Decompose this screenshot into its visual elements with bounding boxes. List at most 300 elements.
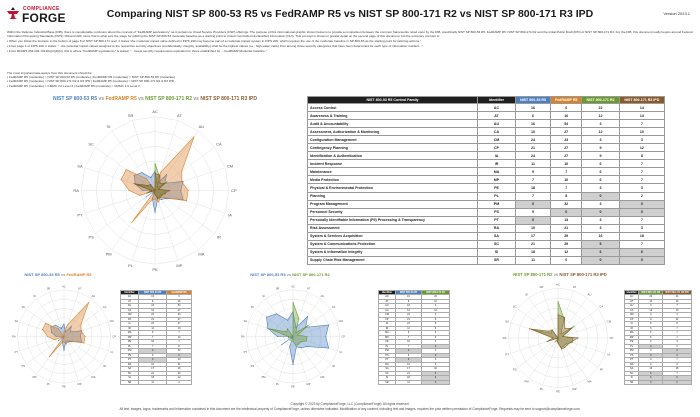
data-point-nist-sp-800-53-r5-si	[276, 313, 277, 314]
axis-label-ac: AC	[62, 285, 66, 289]
data-point-nist-sp-800-53-r5-cp	[325, 336, 326, 337]
count-cell: 0	[516, 200, 551, 208]
mini-cell: PE	[379, 340, 396, 345]
grid-spoke	[132, 191, 155, 261]
mini-cell: AU	[379, 304, 396, 309]
axis-label-sa: SA	[14, 319, 19, 323]
mini-col-header: NIST 800-53 R5	[139, 291, 167, 295]
intro-paragraph: Within the Defense Industrial Base (DIB), there is considerable confusion about the concept of "FedRAMP equivalency" as it pertains to Cloud Service Providers (CSP) offerings. The purpose of this informational graphic shown below is to provide a comparison between the common frameworks relied upon by the DIB, specifically NIST SP 800-53 R5, FedRAMP R5, NIST SP 800-171 R2 and the Initial Public Draft (IPD) of NIST SP 800-171 R3. For the DIB, this document really begins around Federal Information Processing Standards (FIPS) 199 and 200, since that is what sets the stage for utilizing the NIST SP 800-53 moderate baseline as a starting point to protect Controlled Unclassified Information (CUI). This concept is shown in greater detail on the second page of this document, but the summary concept is:	[7, 30, 693, 39]
family-name-cell: Incident Response	[308, 160, 478, 168]
axis-label-ra: RA	[241, 335, 245, 339]
data-point-fedramp-r5-pe	[64, 341, 65, 342]
count-cell: 17	[516, 232, 551, 240]
axis-label-sc: SC	[88, 141, 94, 147]
identifier-cell: AU	[478, 120, 516, 128]
takeaway-item: ▪ FedRAMP R5 (moderate) > NIST SP 800-53 R5 (moderate) | FedRAMP R5 (moderate) > NIST SP 800-53 R5 (moderate)	[7, 75, 176, 80]
axis-label-ia: IA	[607, 352, 611, 357]
count-cell: 11	[516, 256, 551, 264]
data-point-nist-sp-800-171-r3-ipd-sr	[155, 190, 156, 191]
family-name-cell: Access Control	[308, 104, 478, 112]
count-cell: 0	[619, 200, 664, 208]
mini-cell: 9	[422, 317, 450, 322]
data-point-nist-sp-800-171-r2-ca	[166, 181, 167, 182]
mini-cell: 6	[167, 295, 192, 300]
mini-table-3	[624, 290, 692, 385]
count-cell: 18	[516, 248, 551, 256]
mini-cell: 16	[167, 299, 192, 304]
axis-label-pm: PM	[32, 375, 37, 379]
data-point-fedramp-r5-ia	[84, 343, 85, 344]
axis-label-at: AT	[176, 112, 182, 118]
count-cell: 16	[582, 232, 619, 240]
mini-cell: 27	[167, 322, 192, 327]
mini-cell: 21	[139, 371, 167, 376]
mini-cell: 24	[395, 322, 421, 327]
count-cell: 9	[516, 168, 551, 176]
intro-text	[7, 30, 693, 53]
count-cell: 12	[551, 248, 582, 256]
family-name-cell: System & Communications Protection	[308, 240, 478, 248]
identifier-cell: IR	[478, 160, 516, 168]
mini-cell: 9	[639, 317, 663, 322]
mini-cell: PM	[379, 349, 396, 354]
table-row	[308, 240, 665, 248]
table-row	[308, 224, 665, 232]
count-cell: 7	[516, 176, 551, 184]
mini-cell: 3	[422, 358, 450, 363]
mini-cell: PL	[121, 344, 139, 349]
mini-cell: 3	[422, 304, 450, 309]
data-point-nist-sp-800-171-r2-pm	[290, 340, 291, 341]
table-row	[308, 184, 665, 192]
axis-label-pl: PL	[128, 262, 134, 268]
sub-chart-title-3	[495, 272, 625, 277]
mini-col-header: NIST 800-171 R3 IPD	[663, 291, 692, 295]
data-point-nist-sp-800-53-r5-pe	[293, 364, 294, 365]
count-cell: 0	[551, 208, 582, 216]
mini-table-2	[378, 290, 450, 385]
axis-label-sa: SA	[243, 319, 248, 323]
mini-cell: 13	[167, 358, 192, 363]
mini-cell: 7	[167, 340, 192, 345]
title-vs: vs	[192, 96, 201, 102]
table-row	[308, 216, 665, 224]
count-cell: 13	[619, 112, 664, 120]
data-point-nist-sp-800-53-r5-ma	[161, 199, 162, 200]
count-cell: 6	[582, 160, 619, 168]
family-name-cell: Risk Assessment	[308, 224, 478, 232]
axis-label-pl: PL	[275, 383, 280, 387]
count-cell: 12	[582, 128, 619, 136]
axis-label-at: AT	[77, 287, 82, 291]
data-point-nist-sp-800-53-r5-au	[307, 316, 308, 317]
title-series-fedramp: FedRAMP R5	[105, 96, 137, 102]
mini-cell: CA	[121, 308, 139, 313]
data-point-nist-sp-800-171-r3-ipd-mp	[561, 349, 562, 350]
mini-cell: MP	[379, 335, 396, 340]
data-point-nist-sp-800-171-r3-ipd-sc	[548, 331, 549, 332]
mini-cell: CA	[379, 308, 396, 313]
title-vs: vs	[136, 96, 146, 102]
mini-col-header: Identifier	[379, 291, 396, 295]
title-series-fedramp: FedRAMP R5	[66, 272, 92, 277]
mini-cell: 12	[167, 376, 192, 381]
version-label: Version 2023.1	[663, 11, 690, 16]
count-cell: 10	[551, 160, 582, 168]
axis-label-ps: PS	[250, 364, 255, 368]
data-point-nist-sp-800-171-r3-ipd-sa	[529, 328, 530, 329]
axis-label-ir: IR	[216, 234, 221, 240]
mini-cell: 3	[422, 340, 450, 345]
data-point-nist-sp-800-53-r5-cm	[183, 181, 184, 182]
mini-cell: PS	[625, 353, 639, 358]
axis-label-pe: PE	[152, 266, 158, 272]
count-cell: 27	[551, 128, 582, 136]
identifier-cell: CP	[478, 144, 516, 152]
mini-cell: 12	[422, 308, 450, 313]
family-name-cell: Media Protection	[308, 176, 478, 184]
mini-cell: PS	[121, 353, 139, 358]
mini-cell: 16	[395, 295, 421, 300]
axis-label-pe: PE	[291, 385, 295, 389]
mini-cell: SA	[379, 367, 396, 372]
identifier-cell: PL	[478, 192, 516, 200]
data-point-fedramp-r5-ra	[129, 190, 130, 191]
count-cell: 3	[582, 120, 619, 128]
data-point-nist-sp-800-171-r3-ipd-mp	[157, 198, 158, 199]
data-point-nist-sp-800-53-r5-mp	[296, 346, 297, 347]
axis-label-ac: AC	[291, 285, 295, 289]
axis-label-ca: CA	[331, 305, 336, 309]
axis-label-sa: SA	[505, 319, 510, 324]
count-cell: 8	[551, 192, 582, 200]
mini-cell: 24	[139, 313, 167, 318]
series-area-fedramp-r5	[43, 302, 89, 356]
mini-cell: 16	[395, 304, 421, 309]
mini-table-1	[120, 290, 192, 385]
grid-spoke	[266, 337, 293, 375]
mini-cell: MA	[625, 331, 639, 336]
axis-label-ca: CA	[102, 305, 107, 309]
mini-col-header: NIST 800-171 R2	[639, 291, 663, 295]
data-point-fedramp-r5-at	[67, 324, 68, 325]
sub-radar-chart-1	[8, 282, 120, 387]
axis-label-au: AU	[198, 124, 205, 130]
data-point-nist-sp-800-171-r2-ir	[300, 342, 301, 343]
data-point-nist-sp-800-171-r3-ipd-pe	[558, 342, 559, 343]
mini-cell: 3	[663, 362, 692, 367]
mini-cell: 3	[639, 349, 663, 354]
axis-label-ca: CA	[599, 304, 604, 309]
family-name-cell: System & Information Integrity	[308, 248, 478, 256]
axis-label-mp: MP	[77, 383, 82, 387]
data-point-nist-sp-800-171-r3-ipd-pl	[556, 341, 557, 342]
mini-cell: 6	[639, 376, 663, 381]
mini-cell: 7	[663, 304, 692, 309]
mini-cell: 8	[167, 344, 192, 349]
axis-label-sc: SC	[21, 305, 26, 309]
title-vs: vs	[552, 272, 560, 277]
count-cell: 3	[619, 136, 664, 144]
mini-cell: 21	[167, 362, 192, 367]
mini-cell: 22	[639, 295, 663, 300]
mini-cell: AT	[625, 299, 639, 304]
axis-label-ma: MA	[91, 375, 96, 379]
mini-cell: 3	[663, 340, 692, 345]
data-point-nist-sp-800-171-r3-ipd-pt	[146, 193, 147, 194]
mini-cell: 3	[639, 340, 663, 345]
mini-cell: AT	[121, 299, 139, 304]
data-point-fedramp-r5-ir	[70, 341, 71, 342]
identifier-cell: CA	[478, 128, 516, 136]
data-point-nist-sp-800-171-r2-pe	[293, 341, 294, 342]
mini-cell: 10	[167, 335, 192, 340]
grid-spoke	[518, 338, 558, 367]
count-cell: 3	[619, 224, 664, 232]
mini-cell: 0	[395, 349, 421, 354]
mini-cell: 3	[422, 349, 450, 354]
axis-label-cp: CP	[609, 335, 614, 340]
family-name-cell: Assessment, Authorization & Monitoring	[308, 128, 478, 136]
data-point-fedramp-r5-pt	[54, 339, 55, 340]
mini-cell: 7	[395, 344, 421, 349]
axis-label-cm: CM	[338, 319, 343, 323]
family-name-cell: Awareness & Training	[308, 112, 478, 120]
mini-cell: 17	[395, 367, 421, 372]
data-point-nist-sp-800-53-r5-sa	[267, 328, 268, 329]
mini-cell: 18	[139, 340, 167, 345]
mini-cell: SI	[625, 376, 639, 381]
footer-legal: All text, images, logos, trademarks and information contained in this document are the intellectual property of ComplianceForge, unless otherwise indicated. Modification of any content, including text and images, requires the prior written permission of ComplianceForge. Requests may be sent to support@complianceforge.com.	[119, 407, 581, 411]
axis-label-sr: SR	[46, 287, 51, 291]
mini-cell: SR	[379, 380, 396, 385]
mini-cell: 29	[167, 367, 192, 372]
data-point-nist-sp-800-171-r3-ipd-au	[564, 328, 565, 329]
data-point-fedramp-r5-sa	[42, 329, 43, 330]
data-point-fedramp-r5-pt	[139, 195, 140, 196]
title-series-nist171r2: NIST SP 800-171 R2	[292, 272, 330, 277]
mini-cell: CP	[379, 317, 396, 322]
mini-cell: PE	[625, 340, 639, 345]
mini-cell: 0	[395, 358, 421, 363]
data-point-fedramp-r5-sa	[121, 179, 122, 180]
axis-label-pm: PM	[261, 375, 266, 379]
data-point-fedramp-r5-ca	[181, 171, 182, 172]
data-point-nist-sp-800-171-r2-ca	[574, 326, 575, 327]
mini-cell: AC	[379, 295, 396, 300]
mini-cell: IR	[379, 326, 396, 331]
count-cell: 22	[582, 104, 619, 112]
family-name-cell: Contingency Planning	[308, 144, 478, 152]
mini-cell: 7	[395, 335, 421, 340]
count-cell: 0	[516, 216, 551, 224]
mini-cell: 18	[663, 367, 692, 372]
mini-cell: 21	[395, 317, 421, 322]
data-point-fedramp-r5-pl	[62, 342, 63, 343]
axis-label-sr: SR	[127, 112, 134, 118]
mini-cell: 3	[639, 313, 663, 318]
mini-cell: 0	[639, 380, 663, 385]
count-cell: 7	[619, 120, 664, 128]
mini-cell: 8	[663, 322, 692, 327]
axis-label-pt: PT	[505, 352, 509, 357]
axis-label-ma: MA	[198, 251, 205, 257]
col-header-nist53: NIST 800-53 R5	[516, 97, 551, 104]
mini-cell: CM	[625, 313, 639, 318]
count-cell: 21	[551, 224, 582, 232]
data-point-nist-sp-800-171-r2-sr	[293, 336, 294, 337]
count-cell: 18	[516, 184, 551, 192]
sub-radar-chart-3	[493, 280, 623, 392]
data-point-fedramp-r5-cp	[85, 336, 86, 337]
data-point-nist-sp-800-171-r3-ipd-ia	[570, 342, 571, 343]
family-name-cell: Personally Identifiable Information (PII) Processing & Transparency	[308, 216, 478, 224]
data-point-nist-sp-800-171-r3-ipd-sr	[558, 338, 559, 339]
mini-cell: 0	[139, 358, 167, 363]
footer-copyright: Copyright © 2023 by ComplianceForge, LLC (ComplianceForge). All rights reserved.	[290, 402, 410, 406]
title-series-nist171r2: NIST SP 800-171 R2	[513, 272, 553, 277]
data-point-nist-sp-800-53-r5-ia	[328, 348, 329, 349]
identifier-cell: PT	[478, 216, 516, 224]
mini-cell: 6	[395, 299, 421, 304]
mini-cell: SC	[625, 371, 639, 376]
count-cell: 11	[516, 160, 551, 168]
family-name-cell: Personnel Security	[308, 208, 478, 216]
identifier-cell: MP	[478, 176, 516, 184]
mini-cell: AC	[121, 295, 139, 300]
data-point-fedramp-r5-pm	[49, 356, 50, 357]
family-name-cell: Maintenance	[308, 168, 478, 176]
col-header-identifier: Identifier	[478, 97, 516, 104]
mini-cell: 3	[422, 362, 450, 367]
mini-cell: 11	[395, 326, 421, 331]
takeaways-heading: The most important take-aways from this document should be:	[7, 71, 93, 75]
control-family-table	[307, 96, 665, 265]
count-cell: 27	[551, 144, 582, 152]
data-point-fedramp-r5-ac	[64, 331, 65, 332]
identifier-cell: CM	[478, 136, 516, 144]
mini-cell: 24	[395, 313, 421, 318]
count-cell: 6	[582, 176, 619, 184]
identifier-cell: PE	[478, 184, 516, 192]
data-point-nist-sp-800-53-r5-sr	[287, 320, 288, 321]
mini-cell: CP	[625, 317, 639, 322]
mini-cell: 10	[139, 362, 167, 367]
mini-cell: 11	[139, 380, 167, 385]
data-point-nist-sp-800-171-r3-ipd-si	[552, 329, 553, 330]
count-cell: 10	[551, 176, 582, 184]
count-cell: 21	[516, 144, 551, 152]
mini-row	[625, 380, 692, 385]
data-point-nist-sp-800-171-r3-ipd-sc	[148, 185, 149, 186]
mini-cell: 7	[663, 331, 692, 336]
intro-bullet: ▪ From page 4 of FIPS 199, it states: "...the potential impact values assigned to the respective security objectives (confidentiality, integrity, availability) shall be the highest values (i.e., high water mark) from among those security categories that have been determined for each type of information resident..."	[7, 43, 423, 48]
table-row	[308, 144, 665, 152]
data-point-nist-sp-800-171-r3-ipd-pe	[155, 194, 156, 195]
data-point-nist-sp-800-53-r5-pe	[155, 212, 156, 213]
data-point-fedramp-r5-ir	[164, 197, 165, 198]
count-cell: 54	[551, 120, 582, 128]
title-series-nist171r2: NIST SP 800-171 R2	[145, 96, 193, 102]
mini-cell: 6	[639, 331, 663, 336]
axis-label-cm: CM	[226, 163, 234, 169]
mini-cell: MA	[121, 331, 139, 336]
table-row	[308, 152, 665, 160]
mini-cell: 6	[422, 331, 450, 336]
data-point-fedramp-r5-cp	[188, 190, 189, 191]
data-point-nist-sp-800-171-r2-ac	[293, 302, 294, 303]
family-name-cell: Program Management	[308, 200, 478, 208]
axis-label-ra: RA	[12, 335, 16, 339]
mini-cell: MA	[379, 331, 396, 336]
count-cell: 10	[619, 128, 664, 136]
identifier-cell: MA	[478, 168, 516, 176]
count-cell: 0	[619, 256, 664, 264]
data-point-nist-sp-800-53-r5-cm	[328, 324, 329, 325]
count-cell: 6	[582, 248, 619, 256]
takeaway-item: ▪ FedRAMP R5 (moderate) > NIST SP 800-171 R2 & R3 IPD | FedRAMP R5 (moderate) > NIST SP 800-171 R2 & R3 IPD	[7, 79, 174, 84]
family-name-cell: Identification & Authentication	[308, 152, 478, 160]
data-point-nist-sp-800-171-r2-ia	[572, 342, 573, 343]
mini-cell: 10	[139, 308, 167, 313]
axis-label-ra: RA	[502, 335, 507, 340]
mini-cell: 18	[395, 340, 421, 345]
data-point-nist-sp-800-171-r3-ipd-cm	[158, 189, 159, 190]
data-point-nist-sp-800-171-r3-ipd-ac	[558, 314, 559, 315]
count-cell: 6	[551, 104, 582, 112]
identifier-cell: SC	[478, 240, 516, 248]
data-point-fedramp-r5-sc	[126, 169, 127, 170]
mini-cell: 29	[167, 371, 192, 376]
axis-label-ac: AC	[152, 109, 158, 114]
count-cell: 8	[619, 152, 664, 160]
data-point-fedramp-r5-ia	[186, 200, 187, 201]
data-point-fedramp-r5-sc	[45, 323, 46, 324]
identifier-cell: AC	[478, 104, 516, 112]
mini-cell: CA	[625, 308, 639, 313]
table-row	[308, 208, 665, 216]
data-point-nist-sp-800-171-r3-ipd-ra	[151, 190, 152, 191]
axis-label-cp: CP	[341, 335, 345, 339]
mini-cell: 3	[639, 358, 663, 363]
count-cell: 9	[516, 208, 551, 216]
mini-cell: MP	[121, 335, 139, 340]
axis-label-ps: PS	[21, 364, 26, 368]
mini-cell: 10	[395, 308, 421, 313]
axis-label-sr: SR	[539, 285, 544, 290]
family-name-cell: Planning	[308, 192, 478, 200]
count-cell: 7	[516, 192, 551, 200]
mini-cell: 10	[395, 362, 421, 367]
family-name-cell: Supply Chain Risk Management	[308, 256, 478, 264]
table-row	[308, 176, 665, 184]
count-cell: 13	[551, 216, 582, 224]
grid-spoke	[50, 337, 64, 381]
count-cell: 23	[551, 136, 582, 144]
count-cell: 0	[619, 208, 664, 216]
table-row	[308, 232, 665, 240]
data-point-nist-sp-800-171-r3-ipd-ir	[161, 195, 162, 196]
intro-bullet: ▪ From DFARS 252.204-7012(b)(2)(ii)(D), this is where "FedRAMP equivalency" is stated: "...meets security requirements equivalent to those established by ... FedRAMP Moderate baseline."	[7, 48, 267, 53]
mini-cell: 6	[422, 326, 450, 331]
data-point-fedramp-r5-pe	[155, 199, 156, 200]
data-point-nist-sp-800-171-r3-ipd-ca	[571, 328, 572, 329]
data-point-nist-sp-800-53-r5-pe	[64, 350, 65, 351]
mini-cell: 7	[663, 358, 692, 363]
axis-label-ia: IA	[228, 212, 232, 218]
identifier-cell: IA	[478, 152, 516, 160]
mini-cell: PT	[625, 358, 639, 363]
